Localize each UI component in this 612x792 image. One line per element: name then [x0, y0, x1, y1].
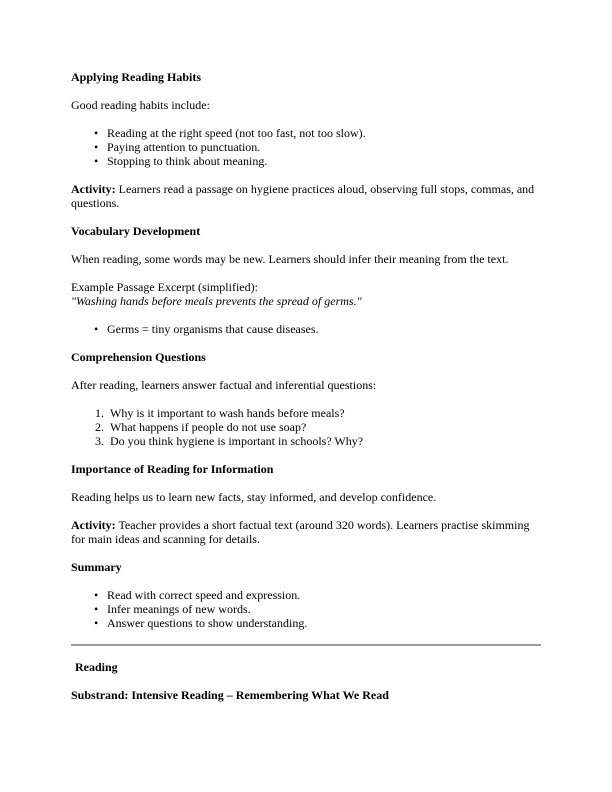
list-item: • Reading at the right speed (not too fast, not too slow). — [107, 126, 541, 140]
paragraph-activity-hygiene — [71, 182, 541, 210]
paragraph-example-excerpt — [71, 280, 541, 308]
list-item: 2. What happens if people do not use soap? — [107, 420, 541, 434]
heading-summary: Summary — [71, 560, 122, 574]
list-item: • Stopping to think about meaning. — [107, 154, 541, 168]
numbered-list-questions — [71, 406, 541, 448]
heading-importance-of-reading: Importance of Reading for Information — [71, 462, 274, 476]
activity-label: Activity: — [71, 518, 116, 532]
bullet-list-reading-habits — [71, 126, 541, 168]
paragraph-good-reading-habits: Good reading habits include: — [71, 98, 210, 112]
list-item: • Infer meanings of new words. — [107, 602, 541, 616]
list-item: • Read with correct speed and expression. — [107, 588, 541, 602]
list-item: 3. Do you think hygiene is important in schools? Why? — [107, 434, 541, 448]
excerpt-label: Example Passage Excerpt (simplified): — [71, 280, 258, 294]
activity-label: Activity: — [71, 182, 116, 196]
heading-applying-reading-habits: Applying Reading Habits — [71, 70, 202, 84]
activity-text: Learners read a passage on hygiene practices aloud, observing full stops, commas, and questions. — [71, 182, 535, 210]
excerpt-quote: "Washing hands before meals prevents the spread of germs." — [71, 294, 362, 308]
heading-substrand-intensive-reading: Substrand: Intensive Reading – Remembering What We Read — [71, 688, 389, 702]
list-item: • Paying attention to punctuation. — [107, 140, 541, 154]
list-item: 1. Why is it important to wash hands before meals? — [107, 406, 541, 420]
section-divider — [71, 644, 541, 646]
bullet-list-germs — [71, 322, 541, 336]
list-item: • Answer questions to show understanding. — [107, 616, 541, 630]
heading-strand-reading: Reading — [75, 660, 118, 674]
paragraph-activity-factual-text — [71, 518, 541, 546]
heading-comprehension-questions: Comprehension Questions — [71, 350, 206, 364]
list-item: • Germs = tiny organisms that cause diseases. — [107, 322, 541, 336]
bullet-list-summary — [71, 588, 541, 630]
paragraph-comprehension-intro: After reading, learners answer factual and inferential questions: — [71, 378, 377, 392]
paragraph-vocabulary-intro: When reading, some words may be new. Learners should infer their meaning from the text. — [71, 252, 509, 266]
heading-vocabulary-development: Vocabulary Development — [71, 224, 201, 238]
paragraph-importance-intro: Reading helps us to learn new facts, stay informed, and develop confidence. — [71, 490, 437, 504]
activity-text: Teacher provides a short factual text (around 320 words). Learners practise skimming for main ideas and scanning for details. — [71, 518, 530, 546]
